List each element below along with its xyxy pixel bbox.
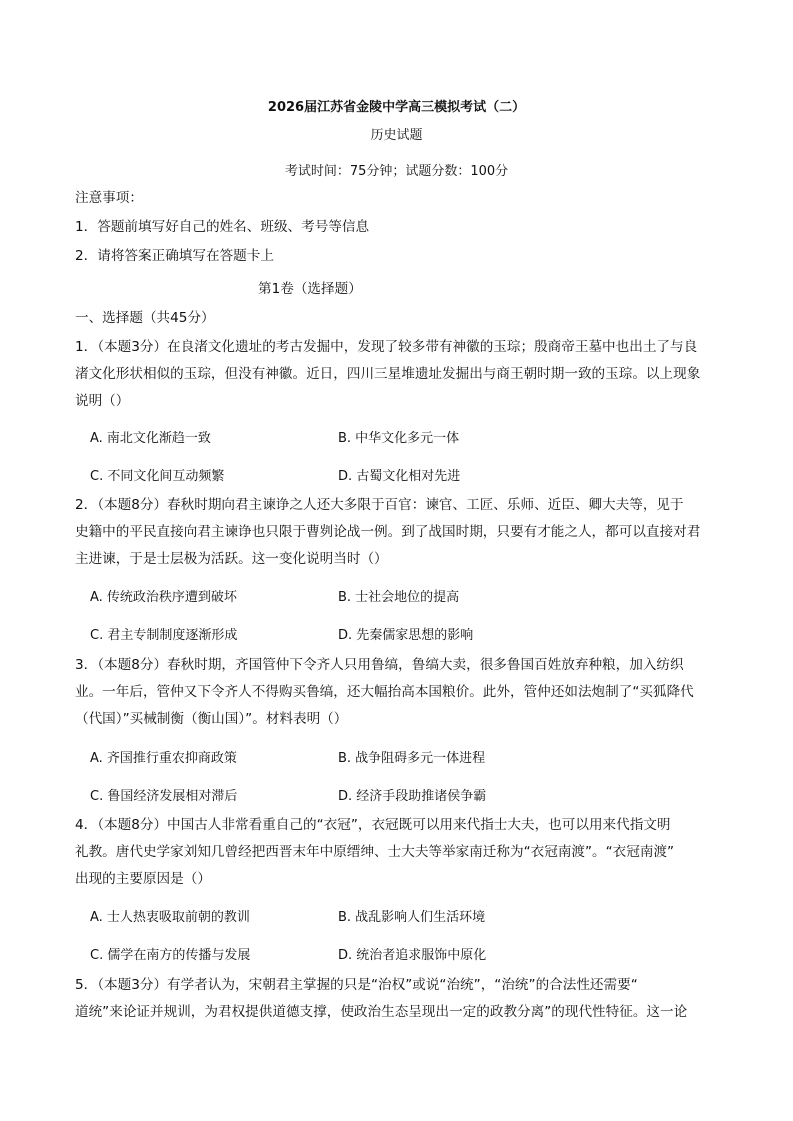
question-1-line: 说明（） xyxy=(75,393,130,409)
question-5-line: 5．（本题3分）有学者认为，宋朝君主掌握的只是“治权”或说“治统”，“治统”的合法性还需要“ xyxy=(75,977,638,993)
question-1-option-d[interactable]: D. 古蜀文化相对先进 xyxy=(338,469,461,484)
question-1-option-b[interactable]: B. 中华文化多元一体 xyxy=(338,431,460,446)
question-2-option-b[interactable]: B. 士社会地位的提高 xyxy=(338,590,460,605)
question-4-option-b[interactable]: B. 战乱影响人们生活环境 xyxy=(338,910,486,925)
question-2-line: 主进谏，于是士层极为活跃。这一变化说明当时（） xyxy=(75,551,388,567)
exam-meta: 考试时间：75分钟；试题分数：100分 xyxy=(284,164,509,179)
question-4-option-d[interactable]: D. 统治者追求服饰中原化 xyxy=(338,948,487,963)
question-4-line: 4．（本题8分）中国古人非常看重自己的“衣冠”，衣冠既可以用来代指士大夫，也可以用来代指文明 xyxy=(75,817,671,833)
exam-subtitle: 历史试题 xyxy=(370,128,423,143)
question-1-line: 渚文化形状相似的玉琮，但没有神徽。近日，四川三星堆遗址发掘出与商王朝时期一致的玉琮。以上现象 xyxy=(75,366,701,382)
question-1-option-c[interactable]: C. 不同文化间互动频繁 xyxy=(90,469,225,484)
question-3-line: 3．（本题8分）春秋时期，齐国管仲下令齐人只用鲁缟，鲁缟大卖，很多鲁国百姓放弃种粮，加入纺织 xyxy=(75,657,684,673)
question-2-line: 2．（本题8分）春秋时期向君主谏诤之人还大多限于百官：谏官、工匠、乐师、近臣、卿大夫等，见于 xyxy=(75,497,684,513)
notes-heading: 注意事项： xyxy=(75,190,143,206)
exam-title: 2026届江苏省金陵中学高三模拟考试（二） xyxy=(267,100,526,115)
question-4-line: 出现的主要原因是（） xyxy=(75,871,211,887)
question-4-line: 礼教。唐代史学家刘知几曾经把西晋末年中原缙绅、士大夫等举家南迁称为“衣冠南渡”。“衣冠南渡” xyxy=(75,844,675,860)
question-3-line: （代国）”买械制衡（衡山国）”。材料表明（） xyxy=(75,711,348,727)
note-item: 1．答题前填写好自己的姓名、班级、考号等信息 xyxy=(75,219,370,235)
question-2-option-a[interactable]: A. 传统政治秩序遭到破坏 xyxy=(90,590,237,605)
question-1-line: 1．（本题3分）在良渚文化遗址的考古发掘中，发现了较多带有神徽的玉琮；殷商帝王墓中也出土了与良 xyxy=(75,339,698,355)
section-title: 一、选择题（共45分） xyxy=(75,310,215,326)
question-2-option-d[interactable]: D. 先秦儒家思想的影响 xyxy=(338,628,474,643)
note-item: 2．请将答案正确填写在答题卡上 xyxy=(75,248,274,264)
question-3-option-d[interactable]: D. 经济手段助推诸侯争霸 xyxy=(338,789,487,804)
question-4-option-a[interactable]: A. 士人热衷吸取前朝的教训 xyxy=(90,910,250,925)
question-1-option-a[interactable]: A. 南北文化渐趋一致 xyxy=(90,431,211,446)
question-2-option-c[interactable]: C. 君主专制制度逐渐形成 xyxy=(90,628,238,643)
question-2-line: 史籍中的平民直接向君主谏诤也只限于曹刿论战一例。到了战国时期，只要有才能之人，都可以直接对君 xyxy=(75,524,701,540)
volume-title: 第1卷（选择题） xyxy=(258,281,362,297)
question-3-option-a[interactable]: A. 齐国推行重农抑商政策 xyxy=(90,751,237,766)
question-3-option-b[interactable]: B. 战争阻碍多元一体进程 xyxy=(338,751,486,766)
question-3-option-c[interactable]: C. 鲁国经济发展相对滞后 xyxy=(90,789,238,804)
question-4-option-c[interactable]: C. 儒学在南方的传播与发展 xyxy=(90,948,251,963)
question-5-line: 道统”来论证并规训，为君权提供道德支撑，使政治生态呈现出一定的政教分离”的现代性特征。这一论 xyxy=(75,1004,688,1020)
question-3-line: 业。一年后，管仲又下令齐人不得购买鲁缟，还大幅抬高本国粮价。此外，管仲还如法炮制了“买狐降代 xyxy=(75,684,694,700)
